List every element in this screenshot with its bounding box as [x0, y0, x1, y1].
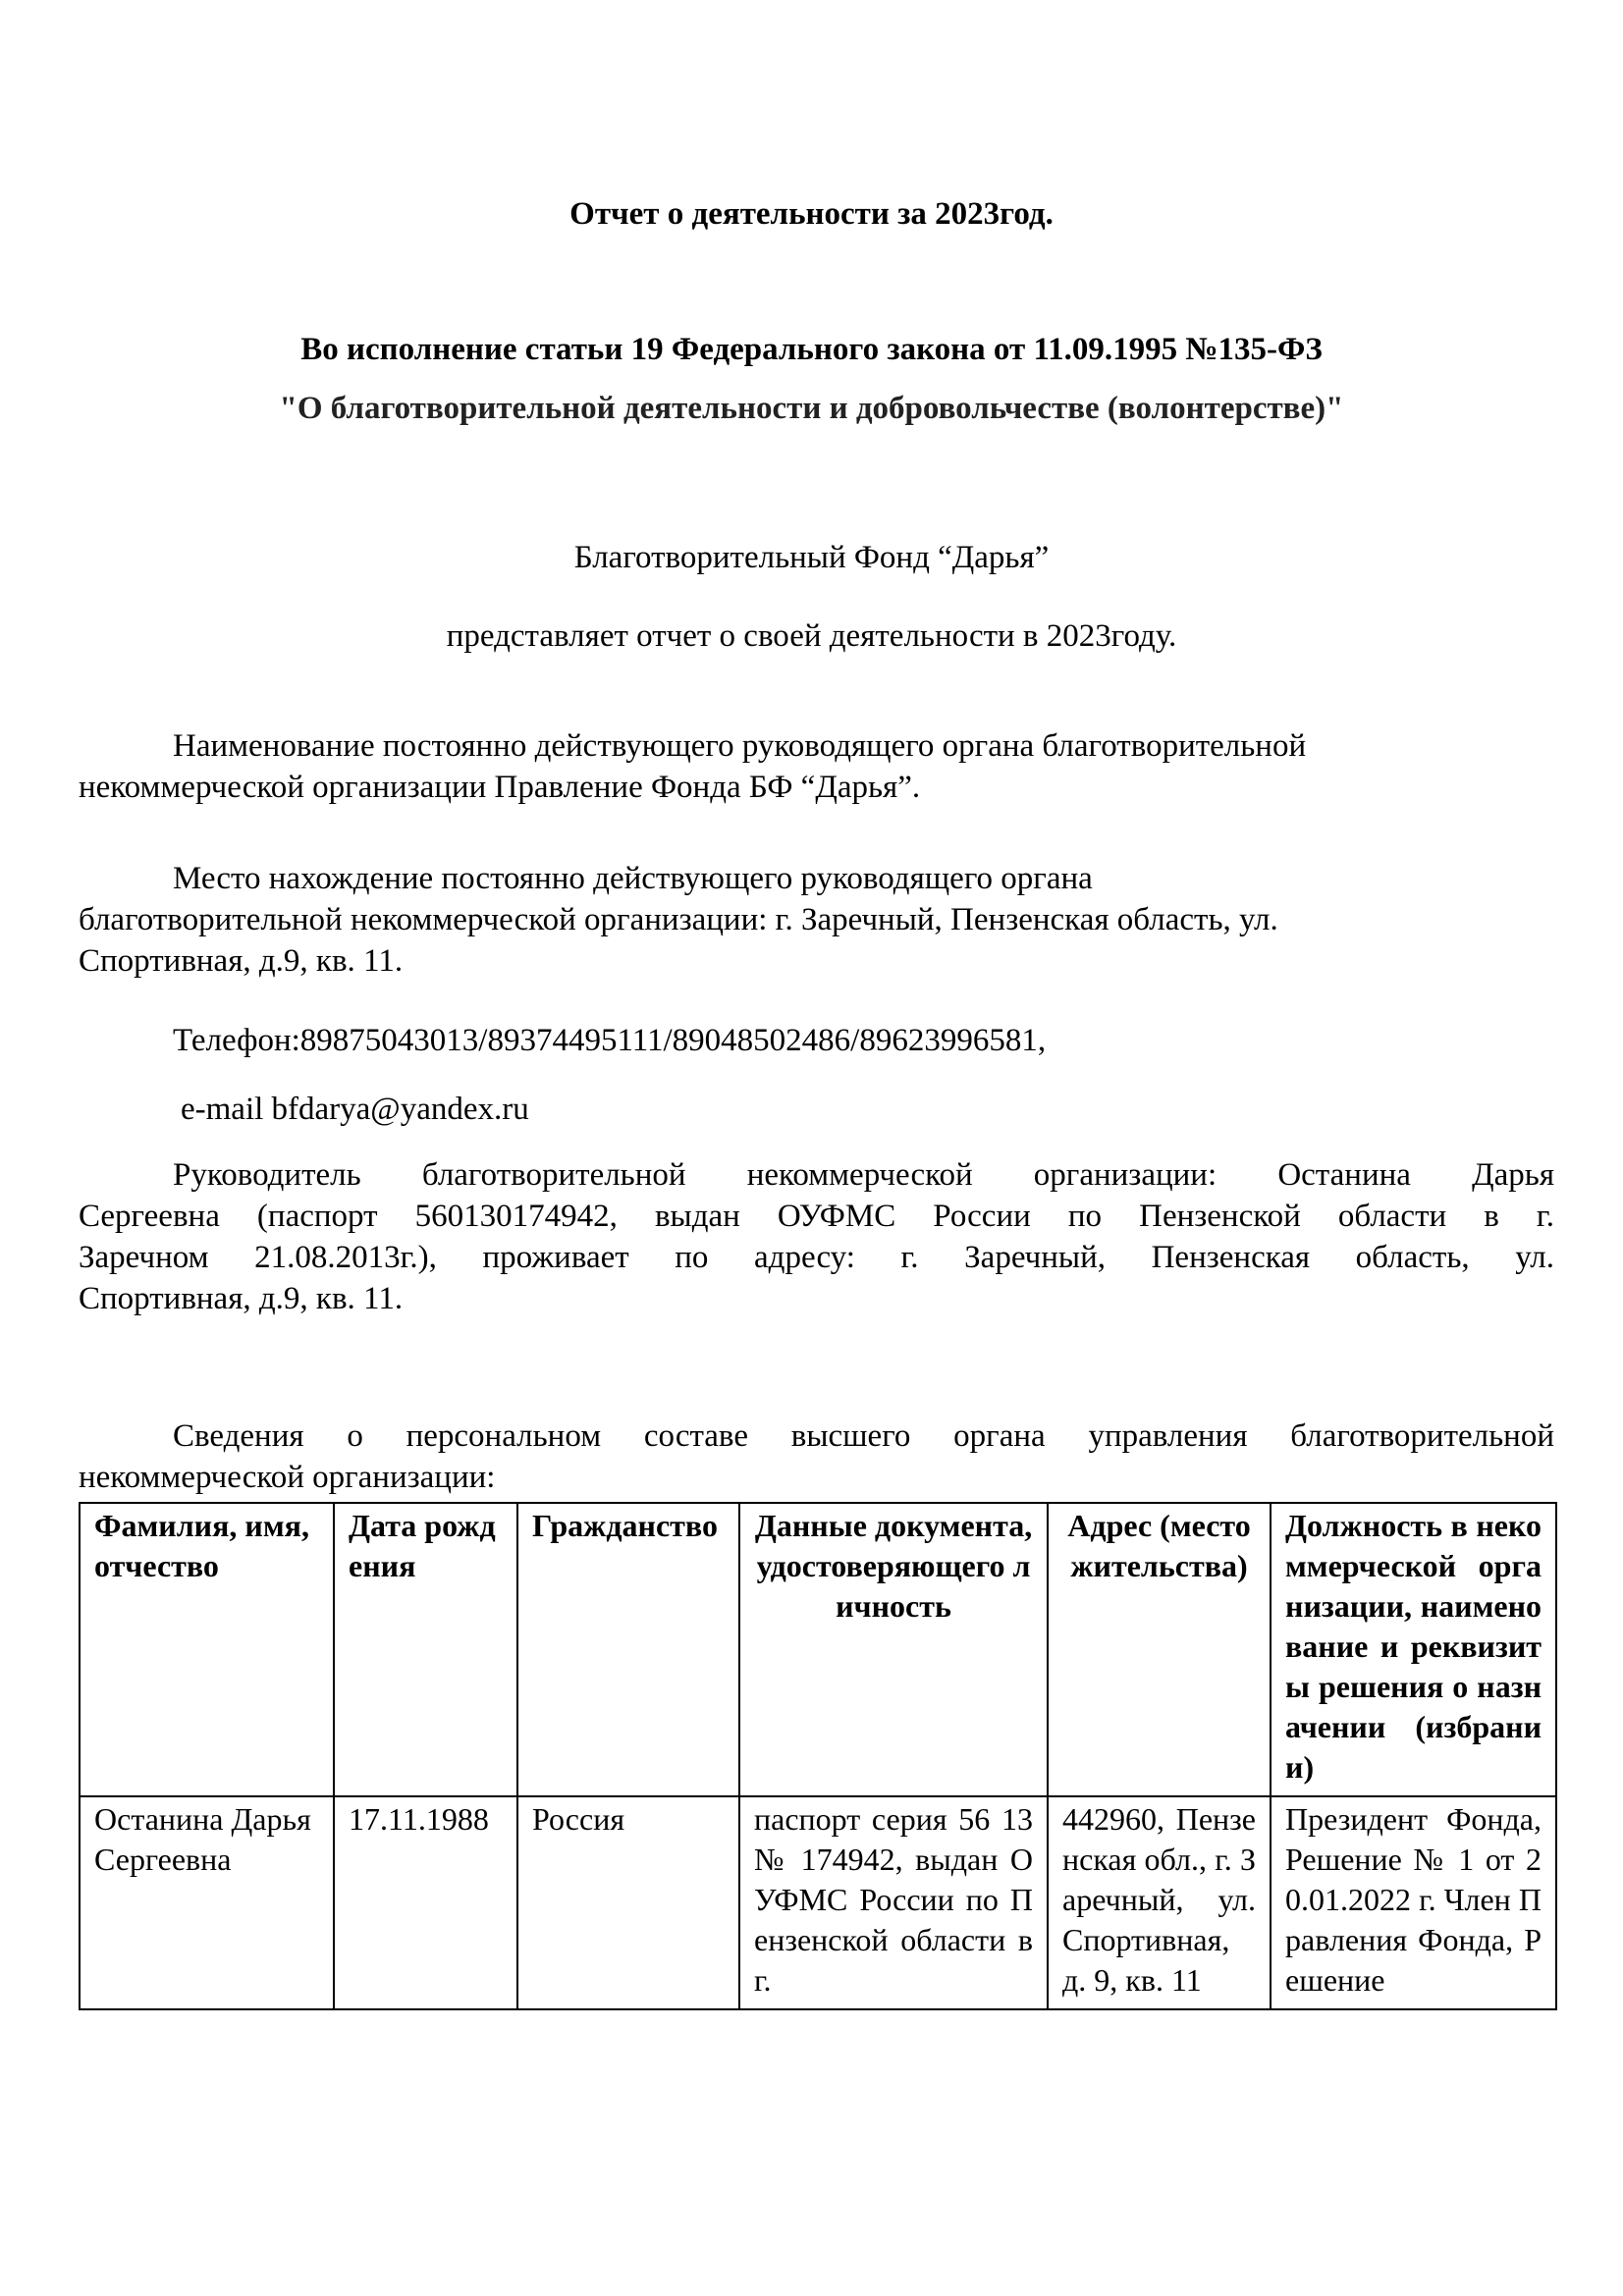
text-line: Место нахождение постоянно действующего руководящего органа [173, 861, 1093, 896]
text-line: Спортивная, д.9, кв. 11. [79, 1280, 404, 1316]
text-line: Руководитель благотворительной некоммерческой организации: Останина Дарья [173, 1157, 1554, 1193]
text-line: некоммерческой организации: [79, 1459, 496, 1495]
text-line: Сведения о персональном составе высшего органа управления благотворительной [173, 1418, 1554, 1454]
table-cell: Останина Дарья Сергеевна [80, 1796, 334, 2009]
document-title: Отчет о деятельности за 2023год. [569, 196, 1054, 232]
table-cell: 442960, Пензенская обл., г. Заречный, ул. Спортивная, д. 9, кв. 11 [1048, 1796, 1271, 2009]
governing-body-table [79, 1502, 1557, 2010]
law-name: "О благотворительной деятельности и добровольчестве (волонтерстве)" [279, 391, 1344, 426]
text-line: Наименование постоянно действующего руководящего органа благотворительной [173, 728, 1307, 764]
table-cell: 17.11.1988 [334, 1796, 517, 2009]
column-header: Адрес (место жительства) [1048, 1503, 1271, 1796]
location-paragraph [79, 859, 1554, 983]
report-intro: представляет отчет о своей деятельности в 2023году. [446, 618, 1177, 654]
email-paragraph [79, 1090, 1554, 1131]
table-cell: Президент Фонда, Решение № 1 от 20.01.2022 г. Член Правления Фонда, Решение [1271, 1796, 1556, 2009]
column-header: Гражданство [517, 1503, 739, 1796]
table-row [80, 1796, 1556, 2009]
column-header: Фамилия, имя, отчество [80, 1503, 334, 1796]
director-paragraph [79, 1155, 1554, 1320]
table-cell: паспорт серия 56 13 № 174942, выдан ОУФМС России по Пензенской области в г. [739, 1796, 1048, 2009]
column-header: Должность в некоммерческой организации, наименование и реквизиты решения о назначении (избрании) [1271, 1503, 1556, 1796]
column-header: Дата рождения [334, 1503, 517, 1796]
phone-paragraph [79, 1021, 1554, 1062]
text-line: Сергеевна (паспорт 560130174942, выдан ОУФМС России по Пензенской области в г. [79, 1198, 1554, 1234]
phone-numbers: Телефон:89875043013/89374495111/89048502486/89623996581, [173, 1023, 1047, 1058]
text-line: некоммерческой организации Правление Фонда БФ “Дарья”. [79, 769, 921, 805]
email-address: e-mail bfdarya@yandex.ru [181, 1092, 529, 1127]
composition-paragraph [79, 1416, 1554, 1499]
text-line: Заречном 21.08.2013г.), проживает по адресу: г. Заречный, Пензенская область, ул. [79, 1239, 1554, 1275]
table-cell: Россия [517, 1796, 739, 2009]
governing-body-paragraph [79, 726, 1554, 809]
fund-name: Благотворительный Фонд “Дарья” [573, 540, 1050, 575]
text-line: благотворительной некоммерческой организации: г. Заречный, Пензенская область, ул. [79, 901, 1278, 937]
table-header-row [80, 1503, 1556, 1796]
law-reference: Во исполнение статьи 19 Федерального закона от 11.09.1995 №135-ФЗ [300, 332, 1323, 367]
column-header: Данные документа, удостоверяющего личность [739, 1503, 1048, 1796]
text-line: Спортивная, д.9, кв. 11. [79, 942, 404, 979]
